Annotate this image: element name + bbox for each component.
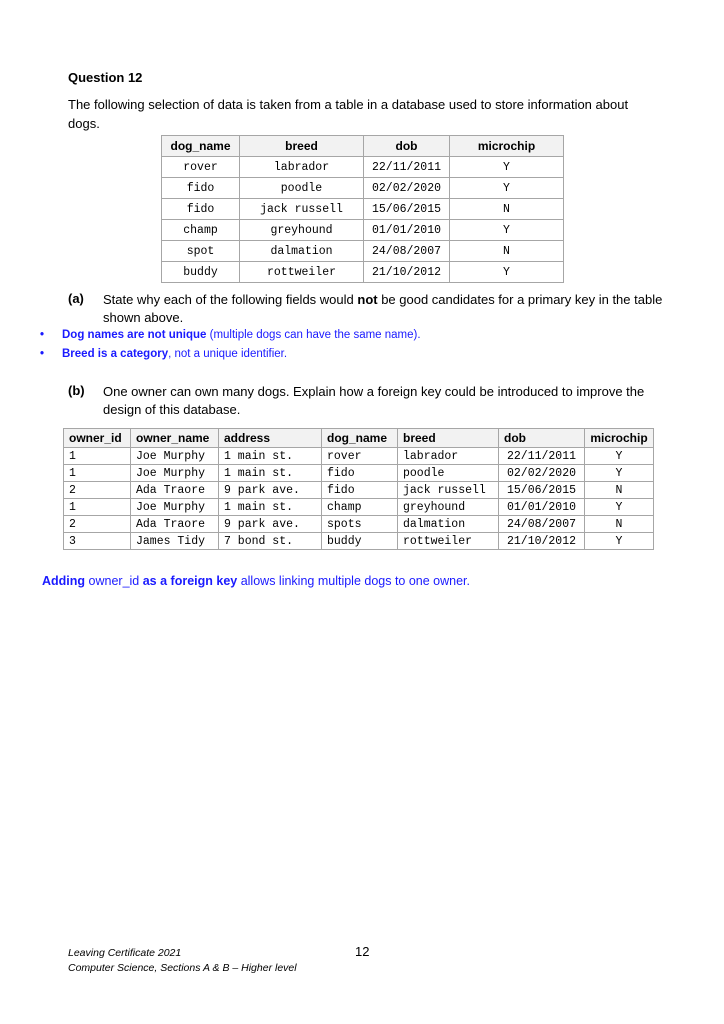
column-header: breed [398, 429, 499, 448]
question-title: Question 12 [68, 70, 143, 85]
part-a-label: (a) [68, 291, 84, 306]
table-row [64, 533, 654, 550]
table-row [162, 262, 564, 283]
table-cell: poodle [240, 178, 364, 199]
table-row [162, 178, 564, 199]
table-cell: Joe Murphy [131, 499, 219, 516]
table-cell: Joe Murphy [131, 448, 219, 465]
table-cell: 21/10/2012 [499, 533, 585, 550]
table-row [64, 499, 654, 516]
table-cell: jack russell [240, 199, 364, 220]
footer-subject: Computer Science, Sections A & B – Higher level [68, 962, 297, 974]
table-cell: rottweiler [240, 262, 364, 283]
table-cell: labrador [240, 157, 364, 178]
table-cell: 15/06/2015 [364, 199, 450, 220]
table-cell: buddy [162, 262, 240, 283]
table-cell: 1 [64, 465, 131, 482]
table-cell: Y [585, 448, 654, 465]
table-cell: fido [162, 199, 240, 220]
table-row [162, 199, 564, 220]
table-cell: 01/01/2010 [499, 499, 585, 516]
answer-a-item-2: • Breed is a category, not a unique identifier. [40, 348, 288, 360]
footer-exam-title: Leaving Certificate 2021 [68, 947, 182, 959]
table-cell: 7 bond st. [219, 533, 322, 550]
table-cell: 24/08/2007 [364, 241, 450, 262]
table-row [64, 448, 654, 465]
table-cell: greyhound [398, 499, 499, 516]
table-cell: spots [322, 516, 398, 533]
table-cell: N [585, 482, 654, 499]
table-cell: 1 main st. [219, 448, 322, 465]
column-header: dog_name [162, 136, 240, 157]
table-cell: spot [162, 241, 240, 262]
table-cell: 22/11/2011 [364, 157, 450, 178]
table-cell: rottweiler [398, 533, 499, 550]
table-cell: N [450, 241, 564, 262]
table-cell: 02/02/2020 [364, 178, 450, 199]
part-a-question: State why each of the following fields would not be good candidates for a primary key in the table shown above. [103, 292, 663, 325]
table-cell: 21/10/2012 [364, 262, 450, 283]
table-row [64, 465, 654, 482]
table-cell: Ada Traore [131, 516, 219, 533]
table-cell: Y [450, 262, 564, 283]
table-cell: 22/11/2011 [499, 448, 585, 465]
page-number: 12 [355, 944, 370, 959]
table-cell: James Tidy [131, 533, 219, 550]
answer-b: Adding owner_id as a foreign key allows linking multiple dogs to one owner. [42, 574, 471, 588]
dogs-table [161, 135, 564, 283]
table-cell: buddy [322, 533, 398, 550]
column-header: breed [240, 136, 364, 157]
table-cell: 2 [64, 482, 131, 499]
table-cell: Ada Traore [131, 482, 219, 499]
question-intro: The following selection of data is taken from a table in a database used to store information about dogs. [68, 97, 629, 131]
table-cell: Y [450, 178, 564, 199]
column-header: owner_id [64, 429, 131, 448]
table-cell: rover [162, 157, 240, 178]
table-row [162, 220, 564, 241]
table-cell: greyhound [240, 220, 364, 241]
emphasis-not: not [357, 292, 378, 307]
column-header: microchip [585, 429, 654, 448]
table-cell: dalmation [398, 516, 499, 533]
table-cell: N [585, 516, 654, 533]
page-footer [68, 946, 297, 976]
table-cell: jack russell [398, 482, 499, 499]
table-cell: 01/01/2010 [364, 220, 450, 241]
table-cell: Y [585, 499, 654, 516]
table-cell: champ [322, 499, 398, 516]
owners-dogs-table [63, 428, 654, 550]
table-cell: Y [585, 533, 654, 550]
table-cell: Joe Murphy [131, 465, 219, 482]
column-header: address [219, 429, 322, 448]
table-row [64, 516, 654, 533]
table-cell: poodle [398, 465, 499, 482]
table-cell: 24/08/2007 [499, 516, 585, 533]
table-cell: Y [450, 157, 564, 178]
table-cell: 9 park ave. [219, 482, 322, 499]
table-cell: Y [450, 220, 564, 241]
table-cell: N [450, 199, 564, 220]
table-cell: 02/02/2020 [499, 465, 585, 482]
owners-table-header-row [64, 429, 654, 448]
column-header: dob [499, 429, 585, 448]
table-cell: rover [322, 448, 398, 465]
table-row [64, 482, 654, 499]
table-cell: 1 [64, 448, 131, 465]
table-cell: 9 park ave. [219, 516, 322, 533]
table-cell: 1 [64, 499, 131, 516]
table-cell: fido [322, 465, 398, 482]
column-header: microchip [450, 136, 564, 157]
table-cell: dalmation [240, 241, 364, 262]
table-row [162, 241, 564, 262]
column-header: dog_name [322, 429, 398, 448]
table-cell: fido [322, 482, 398, 499]
part-b-label: (b) [68, 383, 85, 398]
answer-a-item-1: • Dog names are not unique (multiple dogs can have the same name). [40, 329, 421, 341]
table-cell: 1 main st. [219, 465, 322, 482]
dogs-table-header-row [162, 136, 564, 157]
bullet-icon: • [40, 329, 45, 341]
column-header: owner_name [131, 429, 219, 448]
table-cell: 3 [64, 533, 131, 550]
table-cell: 2 [64, 516, 131, 533]
table-cell: champ [162, 220, 240, 241]
table-cell: fido [162, 178, 240, 199]
part-b-question: One owner can own many dogs. Explain how a foreign key could be introduced to improve the design of this database. [103, 384, 645, 417]
table-cell: labrador [398, 448, 499, 465]
table-row [162, 157, 564, 178]
bullet-icon: • [40, 348, 45, 360]
table-cell: Y [585, 465, 654, 482]
column-header: dob [364, 136, 450, 157]
table-cell: 1 main st. [219, 499, 322, 516]
table-cell: 15/06/2015 [499, 482, 585, 499]
